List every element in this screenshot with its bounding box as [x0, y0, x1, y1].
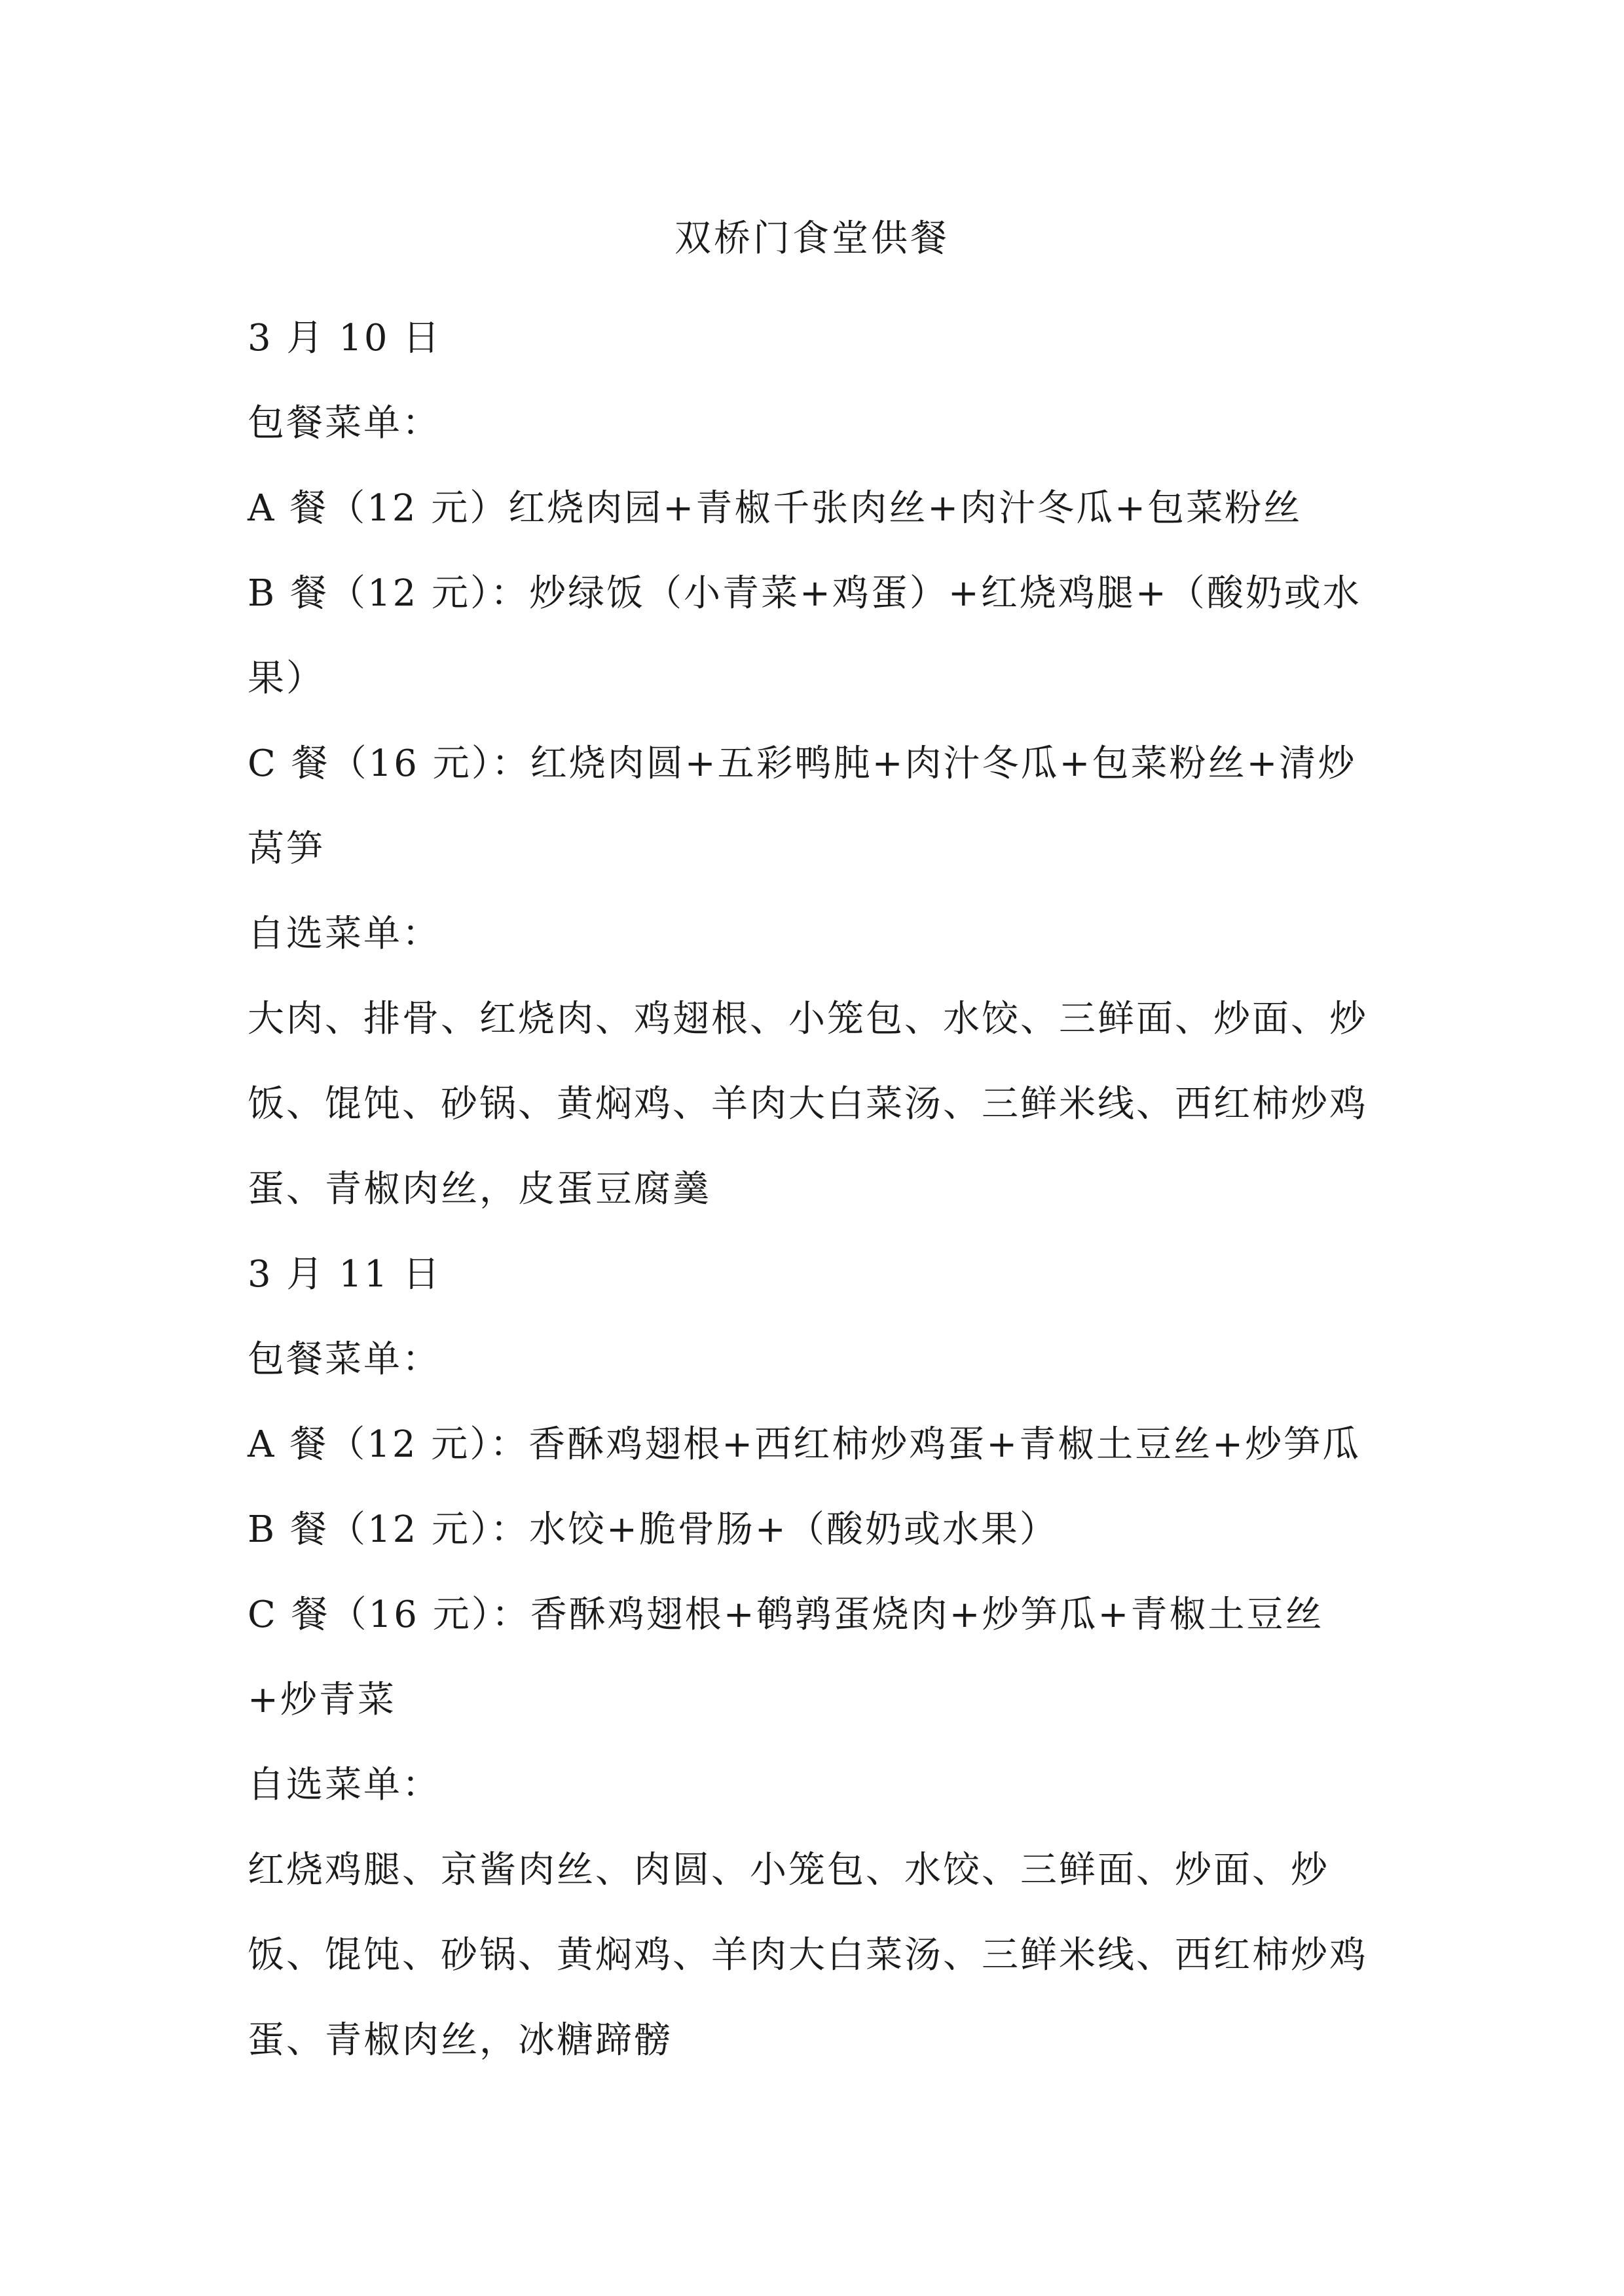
day-section-mar-10 — [248, 296, 1390, 1232]
optional-menu-label: 自选菜单： — [248, 1764, 441, 1806]
day-section-mar-11 — [248, 1232, 1390, 2083]
menu-content — [248, 296, 1390, 2083]
set-menu-a: A 餐（12 元）：香酥鸡翅根+西红柿炒鸡蛋+青椒土豆丝+炒笋瓜 — [248, 1423, 1361, 1466]
date-heading: 3 月 11 日 — [248, 1253, 442, 1296]
set-menu-c: C 餐（16 元）：香酥鸡翅根+鹌鹑蛋烧肉+炒笋瓜+青椒土豆丝+炒青菜 — [248, 1594, 1324, 1721]
set-menu-label: 包餐菜单： — [248, 402, 441, 445]
date-heading: 3 月 10 日 — [248, 317, 442, 359]
optional-menu-items: 大肉、排骨、红烧肉、鸡翅根、小笼包、水饺、三鲜面、炒面、炒饭、馄饨、砂锅、黄焖鸡、羊肉大白菜汤、三鲜米线、西红柿炒鸡蛋、青椒肉丝，皮蛋豆腐羹 — [248, 998, 1368, 1211]
optional-menu-label: 自选菜单： — [248, 913, 441, 955]
set-menu-c: C 餐（16 元）：红烧肉圆+五彩鸭肫+肉汁冬瓜+包菜粉丝+清炒莴笋 — [248, 742, 1357, 870]
set-menu-b: B 餐（12 元）：炒绿饭（小青菜+鸡蛋）+红烧鸡腿+（酸奶或水果） — [248, 572, 1361, 700]
optional-menu-items: 红烧鸡腿、京酱肉丝、肉圆、小笼包、水饺、三鲜面、炒面、炒饭、馄饨、砂锅、黄焖鸡、羊肉大白菜汤、三鲜米线、西红柿炒鸡蛋、青椒肉丝，冰糖蹄髈 — [248, 1849, 1368, 2062]
set-menu-label: 包餐菜单： — [248, 1338, 441, 1381]
set-menu-a: A 餐（12 元）红烧肉园+青椒千张肉丝+肉汁冬瓜+包菜粉丝 — [248, 487, 1302, 530]
page-title: 双桥门食堂供餐 — [674, 217, 950, 260]
set-menu-b: B 餐（12 元）：水饺+脆骨肠+（酸奶或水果） — [248, 1508, 1058, 1551]
